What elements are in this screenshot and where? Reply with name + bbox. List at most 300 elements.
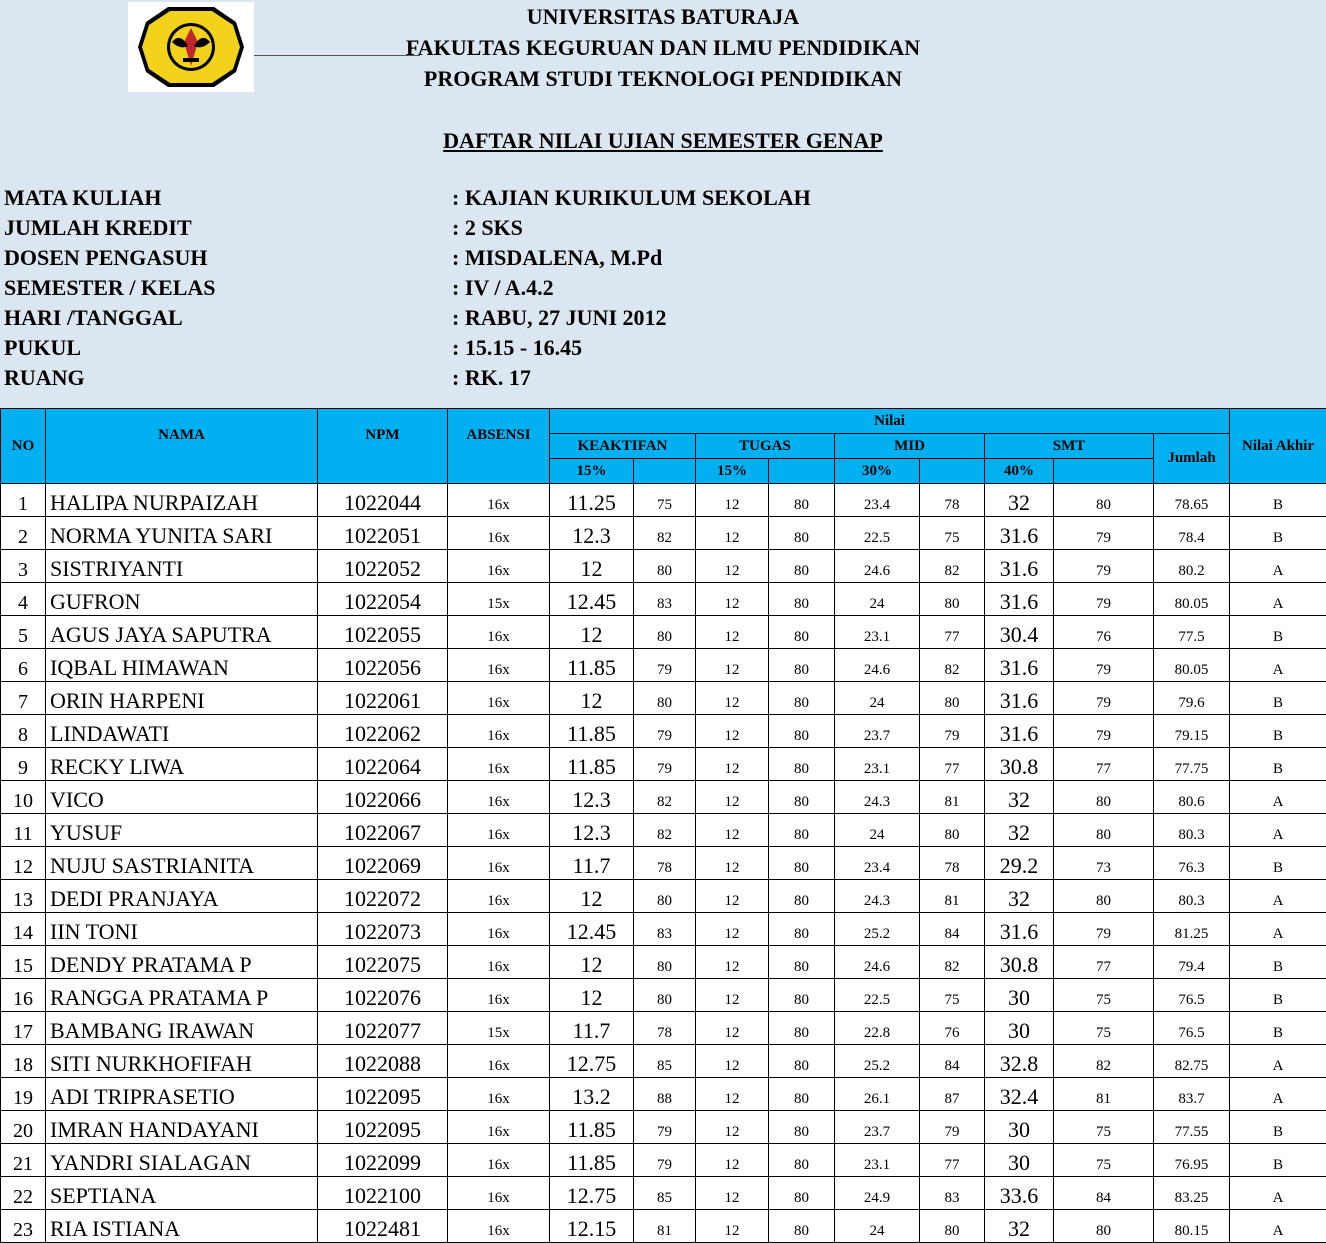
cell-keaktifan-weighted: 11.85 [550, 748, 634, 781]
cell-keaktifan-raw: 80 [634, 880, 696, 913]
cell-keaktifan-raw: 75 [634, 484, 696, 517]
cell-mid-weighted: 22.8 [835, 1012, 920, 1045]
cell-keaktifan-raw: 79 [634, 1144, 696, 1177]
table-row [1, 781, 1326, 814]
cell-nilai-akhir: A [1230, 1078, 1326, 1111]
cell-tugas-weighted: 12 [696, 880, 769, 913]
cell-absensi: 16x [448, 847, 550, 880]
cell-absensi: 16x [448, 682, 550, 715]
cell-absensi: 16x [448, 616, 550, 649]
cell-smt-raw: 81 [1054, 1078, 1154, 1111]
cell-smt-raw: 80 [1054, 1210, 1154, 1243]
cell-keaktifan-weighted: 11.7 [550, 847, 634, 880]
program-name: PROGRAM STUDI TEKNOLOGI PENDIDIKAN [0, 66, 1326, 92]
cell-npm: 1022077 [318, 1012, 448, 1045]
cell-keaktifan-raw: 82 [634, 781, 696, 814]
cell-keaktifan-weighted: 11.85 [550, 715, 634, 748]
cell-keaktifan-raw: 81 [634, 1210, 696, 1243]
cell-smt-weighted: 30.4 [985, 616, 1054, 649]
cell-absensi: 16x [448, 550, 550, 583]
cell-absensi: 16x [448, 979, 550, 1012]
cell-nama: BAMBANG IRAWAN [46, 1012, 318, 1045]
col-header-nama: NAMA [46, 409, 318, 484]
cell-tugas-weighted: 12 [696, 1210, 769, 1243]
cell-tugas-weighted: 12 [696, 649, 769, 682]
cell-tugas-raw: 80 [769, 748, 835, 781]
cell-nilai-akhir: B [1230, 748, 1326, 781]
col-header-absensi: ABSENSI [448, 409, 550, 484]
cell-tugas-weighted: 12 [696, 1111, 769, 1144]
cell-keaktifan-weighted: 12 [550, 550, 634, 583]
cell-nilai-akhir: A [1230, 814, 1326, 847]
cell-smt-raw: 77 [1054, 748, 1154, 781]
cell-smt-weighted: 30.8 [985, 748, 1054, 781]
cell-keaktifan-raw: 83 [634, 583, 696, 616]
cell-smt-raw: 76 [1054, 616, 1154, 649]
cell-absensi: 16x [448, 1111, 550, 1144]
col-header-jumlah: Jumlah [1154, 434, 1230, 484]
info-label: DOSEN PENGASUH [4, 243, 208, 273]
cell-keaktifan-weighted: 12 [550, 946, 634, 979]
table-row [1, 1177, 1326, 1210]
cell-smt-weighted: 30 [985, 1012, 1054, 1045]
cell-keaktifan-raw: 88 [634, 1078, 696, 1111]
cell-absensi: 15x [448, 1012, 550, 1045]
cell-mid-raw: 75 [920, 979, 985, 1012]
cell-keaktifan-raw: 78 [634, 847, 696, 880]
info-value: : MISDALENA, M.Pd [452, 243, 662, 273]
cell-tugas-raw: 80 [769, 550, 835, 583]
cell-tugas-raw: 80 [769, 1144, 835, 1177]
cell-no: 23 [1, 1210, 46, 1243]
cell-absensi: 16x [448, 1210, 550, 1243]
cell-mid-raw: 82 [920, 550, 985, 583]
cell-nilai-akhir: B [1230, 517, 1326, 550]
cell-absensi: 16x [448, 781, 550, 814]
col-header-no: NO [1, 409, 46, 484]
cell-mid-weighted: 26.1 [835, 1078, 920, 1111]
cell-mid-weighted: 23.4 [835, 847, 920, 880]
cell-keaktifan-raw: 85 [634, 1177, 696, 1210]
cell-smt-raw: 82 [1054, 1045, 1154, 1078]
table-row [1, 814, 1326, 847]
cell-tugas-weighted: 12 [696, 517, 769, 550]
grades-table-body [1, 484, 1326, 1243]
cell-tugas-weighted: 12 [696, 946, 769, 979]
cell-tugas-raw: 80 [769, 484, 835, 517]
cell-no: 11 [1, 814, 46, 847]
cell-nilai-akhir: A [1230, 1210, 1326, 1243]
cell-nama: SEPTIANA [46, 1177, 318, 1210]
table-row [1, 484, 1326, 517]
cell-smt-raw: 79 [1054, 715, 1154, 748]
info-value: : RK. 17 [452, 363, 531, 393]
cell-smt-raw: 79 [1054, 913, 1154, 946]
cell-mid-weighted: 25.2 [835, 1045, 920, 1078]
cell-no: 19 [1, 1078, 46, 1111]
cell-tugas-weighted: 12 [696, 682, 769, 715]
cell-keaktifan-raw: 79 [634, 649, 696, 682]
cell-no: 5 [1, 616, 46, 649]
cell-smt-weighted: 31.6 [985, 583, 1054, 616]
table-row [1, 682, 1326, 715]
cell-keaktifan-weighted: 12.75 [550, 1045, 634, 1078]
cell-jumlah: 83.7 [1154, 1078, 1230, 1111]
cell-no: 1 [1, 484, 46, 517]
cell-nama: GUFRON [46, 583, 318, 616]
cell-mid-weighted: 24.3 [835, 781, 920, 814]
table-row [1, 583, 1326, 616]
cell-smt-raw: 84 [1054, 1177, 1154, 1210]
cell-mid-raw: 80 [920, 814, 985, 847]
cell-no: 3 [1, 550, 46, 583]
cell-jumlah: 79.15 [1154, 715, 1230, 748]
cell-no: 10 [1, 781, 46, 814]
document-title: DAFTAR NILAI UJIAN SEMESTER GENAP [0, 128, 1326, 154]
cell-tugas-raw: 80 [769, 880, 835, 913]
cell-tugas-raw: 80 [769, 781, 835, 814]
cell-no: 4 [1, 583, 46, 616]
cell-mid-weighted: 25.2 [835, 913, 920, 946]
cell-no: 14 [1, 913, 46, 946]
cell-nilai-akhir: B [1230, 484, 1326, 517]
cell-nama: YANDRI SIALAGAN [46, 1144, 318, 1177]
info-label: RUANG [4, 363, 85, 393]
cell-keaktifan-weighted: 12.3 [550, 517, 634, 550]
cell-keaktifan-weighted: 13.2 [550, 1078, 634, 1111]
cell-smt-weighted: 32 [985, 1210, 1054, 1243]
cell-tugas-raw: 80 [769, 1045, 835, 1078]
table-row [1, 715, 1326, 748]
cell-tugas-weighted: 12 [696, 484, 769, 517]
cell-keaktifan-weighted: 12.3 [550, 781, 634, 814]
cell-jumlah: 77.5 [1154, 616, 1230, 649]
cell-smt-weighted: 31.6 [985, 649, 1054, 682]
cell-nama: NORMA YUNITA SARI [46, 517, 318, 550]
cell-smt-weighted: 30 [985, 979, 1054, 1012]
cell-absensi: 16x [448, 649, 550, 682]
cell-mid-weighted: 23.7 [835, 1111, 920, 1144]
cell-keaktifan-weighted: 11.85 [550, 1144, 634, 1177]
col-header-npm: NPM [318, 409, 448, 484]
info-label: HARI /TANGGAL [4, 303, 183, 333]
cell-absensi: 16x [448, 1177, 550, 1210]
table-row [1, 913, 1326, 946]
cell-mid-raw: 81 [920, 781, 985, 814]
cell-npm: 1022052 [318, 550, 448, 583]
cell-npm: 1022088 [318, 1045, 448, 1078]
cell-mid-raw: 80 [920, 583, 985, 616]
cell-npm: 1022055 [318, 616, 448, 649]
cell-npm: 1022044 [318, 484, 448, 517]
cell-jumlah: 77.55 [1154, 1111, 1230, 1144]
cell-mid-raw: 75 [920, 517, 985, 550]
cell-keaktifan-raw: 78 [634, 1012, 696, 1045]
cell-keaktifan-raw: 80 [634, 946, 696, 979]
cell-nilai-akhir: A [1230, 550, 1326, 583]
cell-jumlah: 80.05 [1154, 583, 1230, 616]
cell-tugas-raw: 80 [769, 1177, 835, 1210]
col-header-tugas: TUGAS [696, 434, 835, 459]
cell-tugas-raw: 80 [769, 913, 835, 946]
cell-jumlah: 79.4 [1154, 946, 1230, 979]
info-label: MATA KULIAH [4, 183, 161, 213]
cell-smt-weighted: 32.4 [985, 1078, 1054, 1111]
cell-tugas-raw: 80 [769, 583, 835, 616]
table-row [1, 517, 1326, 550]
cell-tugas-weighted: 12 [696, 913, 769, 946]
cell-mid-raw: 82 [920, 649, 985, 682]
cell-nama: RANGGA PRATAMA P [46, 979, 318, 1012]
cell-absensi: 16x [448, 814, 550, 847]
cell-npm: 1022099 [318, 1144, 448, 1177]
cell-npm: 1022481 [318, 1210, 448, 1243]
cell-nilai-akhir: A [1230, 583, 1326, 616]
cell-mid-weighted: 24 [835, 1210, 920, 1243]
cell-jumlah: 78.65 [1154, 484, 1230, 517]
col-header-mid: MID [835, 434, 985, 459]
info-value: : RABU, 27 JUNI 2012 [452, 303, 667, 333]
cell-mid-raw: 79 [920, 715, 985, 748]
cell-mid-raw: 78 [920, 847, 985, 880]
cell-mid-raw: 78 [920, 484, 985, 517]
cell-mid-weighted: 23.1 [835, 748, 920, 781]
cell-jumlah: 80.2 [1154, 550, 1230, 583]
cell-mid-weighted: 24 [835, 583, 920, 616]
cell-tugas-raw: 80 [769, 616, 835, 649]
cell-keaktifan-weighted: 11.85 [550, 649, 634, 682]
cell-smt-weighted: 30 [985, 1111, 1054, 1144]
col-header-keaktifan-raw [634, 459, 696, 484]
cell-keaktifan-raw: 82 [634, 517, 696, 550]
table-row [1, 1210, 1326, 1243]
cell-npm: 1022073 [318, 913, 448, 946]
cell-keaktifan-raw: 80 [634, 616, 696, 649]
cell-absensi: 16x [448, 484, 550, 517]
cell-mid-weighted: 23.7 [835, 715, 920, 748]
cell-mid-raw: 84 [920, 1045, 985, 1078]
info-label: SEMESTER / KELAS [4, 273, 216, 303]
cell-absensi: 16x [448, 1045, 550, 1078]
cell-smt-weighted: 29.2 [985, 847, 1054, 880]
cell-tugas-weighted: 12 [696, 1177, 769, 1210]
cell-smt-weighted: 31.6 [985, 550, 1054, 583]
cell-smt-raw: 79 [1054, 517, 1154, 550]
cell-smt-raw: 73 [1054, 847, 1154, 880]
cell-nama: SITI NURKHOFIFAH [46, 1045, 318, 1078]
cell-no: 9 [1, 748, 46, 781]
cell-mid-raw: 84 [920, 913, 985, 946]
cell-npm: 1022067 [318, 814, 448, 847]
cell-jumlah: 80.15 [1154, 1210, 1230, 1243]
cell-tugas-weighted: 12 [696, 748, 769, 781]
cell-absensi: 15x [448, 583, 550, 616]
cell-mid-weighted: 23.4 [835, 484, 920, 517]
cell-smt-weighted: 32 [985, 484, 1054, 517]
cell-smt-raw: 79 [1054, 649, 1154, 682]
cell-npm: 1022100 [318, 1177, 448, 1210]
cell-tugas-raw: 80 [769, 517, 835, 550]
cell-jumlah: 76.5 [1154, 979, 1230, 1012]
cell-nilai-akhir: B [1230, 616, 1326, 649]
cell-keaktifan-raw: 80 [634, 682, 696, 715]
cell-mid-weighted: 24 [835, 814, 920, 847]
cell-smt-raw: 80 [1054, 814, 1154, 847]
cell-nama: ORIN HARPENI [46, 682, 318, 715]
cell-tugas-weighted: 12 [696, 715, 769, 748]
cell-mid-weighted: 24.9 [835, 1177, 920, 1210]
cell-smt-weighted: 32 [985, 814, 1054, 847]
col-header-nilai-akhir: Nilai Akhir [1230, 409, 1326, 484]
table-row [1, 748, 1326, 781]
cell-keaktifan-weighted: 12 [550, 979, 634, 1012]
cell-mid-weighted: 22.5 [835, 517, 920, 550]
cell-jumlah: 78.4 [1154, 517, 1230, 550]
cell-mid-weighted: 23.1 [835, 616, 920, 649]
cell-smt-weighted: 33.6 [985, 1177, 1054, 1210]
cell-tugas-raw: 80 [769, 682, 835, 715]
cell-npm: 1022054 [318, 583, 448, 616]
cell-nilai-akhir: B [1230, 979, 1326, 1012]
table-row [1, 1078, 1326, 1111]
cell-jumlah: 82.75 [1154, 1045, 1230, 1078]
cell-npm: 1022066 [318, 781, 448, 814]
cell-smt-raw: 79 [1054, 550, 1154, 583]
col-header-keaktifan-pct: 15% [550, 459, 634, 484]
cell-mid-raw: 80 [920, 682, 985, 715]
col-header-keaktifan: KEAKTIFAN [550, 434, 696, 459]
cell-tugas-weighted: 12 [696, 616, 769, 649]
cell-no: 15 [1, 946, 46, 979]
cell-smt-weighted: 30 [985, 1144, 1054, 1177]
cell-nilai-akhir: A [1230, 1045, 1326, 1078]
cell-tugas-weighted: 12 [696, 847, 769, 880]
cell-mid-raw: 87 [920, 1078, 985, 1111]
cell-npm: 1022095 [318, 1078, 448, 1111]
cell-nilai-akhir: B [1230, 847, 1326, 880]
cell-no: 21 [1, 1144, 46, 1177]
cell-keaktifan-raw: 79 [634, 748, 696, 781]
cell-jumlah: 76.3 [1154, 847, 1230, 880]
cell-keaktifan-raw: 80 [634, 979, 696, 1012]
cell-nama: RECKY LIWA [46, 748, 318, 781]
faculty-name: FAKULTAS KEGURUAN DAN ILMU PENDIDIKAN [0, 35, 1326, 61]
cell-keaktifan-weighted: 12.15 [550, 1210, 634, 1243]
cell-keaktifan-raw: 79 [634, 715, 696, 748]
cell-nilai-akhir: A [1230, 781, 1326, 814]
col-header-tugas-raw [769, 459, 835, 484]
cell-nilai-akhir: A [1230, 649, 1326, 682]
cell-smt-raw: 80 [1054, 484, 1154, 517]
cell-jumlah: 80.6 [1154, 781, 1230, 814]
cell-smt-raw: 79 [1054, 583, 1154, 616]
cell-smt-weighted: 30.8 [985, 946, 1054, 979]
table-row [1, 1111, 1326, 1144]
cell-mid-raw: 76 [920, 1012, 985, 1045]
cell-keaktifan-weighted: 12.3 [550, 814, 634, 847]
cell-mid-weighted: 23.1 [835, 1144, 920, 1177]
cell-smt-raw: 80 [1054, 781, 1154, 814]
cell-keaktifan-weighted: 11.7 [550, 1012, 634, 1045]
cell-npm: 1022062 [318, 715, 448, 748]
cell-absensi: 16x [448, 1144, 550, 1177]
cell-nilai-akhir: B [1230, 1012, 1326, 1045]
cell-tugas-weighted: 12 [696, 979, 769, 1012]
cell-nama: HALIPA NURPAIZAH [46, 484, 318, 517]
cell-mid-weighted: 24.6 [835, 550, 920, 583]
cell-no: 12 [1, 847, 46, 880]
cell-nama: AGUS JAYA SAPUTRA [46, 616, 318, 649]
cell-nama: ADI TRIPRASETIO [46, 1078, 318, 1111]
cell-tugas-raw: 80 [769, 1078, 835, 1111]
cell-npm: 1022051 [318, 517, 448, 550]
cell-mid-raw: 81 [920, 880, 985, 913]
cell-keaktifan-raw: 79 [634, 1111, 696, 1144]
cell-absensi: 16x [448, 946, 550, 979]
cell-absensi: 16x [448, 913, 550, 946]
cell-mid-weighted: 24.3 [835, 880, 920, 913]
cell-smt-raw: 75 [1054, 1111, 1154, 1144]
cell-nilai-akhir: B [1230, 682, 1326, 715]
cell-npm: 1022072 [318, 880, 448, 913]
cell-tugas-weighted: 12 [696, 583, 769, 616]
grades-table [0, 408, 1326, 1243]
cell-nama: NUJU SASTRIANITA [46, 847, 318, 880]
cell-no: 6 [1, 649, 46, 682]
cell-smt-weighted: 31.6 [985, 715, 1054, 748]
cell-no: 17 [1, 1012, 46, 1045]
cell-keaktifan-weighted: 12 [550, 682, 634, 715]
cell-tugas-weighted: 12 [696, 781, 769, 814]
cell-no: 22 [1, 1177, 46, 1210]
cell-absensi: 16x [448, 715, 550, 748]
table-row [1, 1045, 1326, 1078]
col-header-mid-raw [920, 459, 985, 484]
table-row [1, 1012, 1326, 1045]
col-header-smt: SMT [985, 434, 1154, 459]
cell-nama: IIN TONI [46, 913, 318, 946]
cell-smt-weighted: 31.6 [985, 682, 1054, 715]
cell-no: 8 [1, 715, 46, 748]
cell-jumlah: 77.75 [1154, 748, 1230, 781]
cell-nama: LINDAWATI [46, 715, 318, 748]
info-label: JUMLAH KREDIT [4, 213, 192, 243]
cell-jumlah: 83.25 [1154, 1177, 1230, 1210]
cell-mid-raw: 79 [920, 1111, 985, 1144]
cell-jumlah: 80.05 [1154, 649, 1230, 682]
col-header-mid-pct: 30% [835, 459, 920, 484]
cell-nama: SISTRIYANTI [46, 550, 318, 583]
cell-jumlah: 80.3 [1154, 814, 1230, 847]
cell-nama: DENDY PRATAMA P [46, 946, 318, 979]
table-row [1, 1144, 1326, 1177]
cell-nilai-akhir: A [1230, 1177, 1326, 1210]
cell-tugas-weighted: 12 [696, 814, 769, 847]
cell-npm: 1022076 [318, 979, 448, 1012]
cell-smt-weighted: 32 [985, 880, 1054, 913]
cell-keaktifan-raw: 82 [634, 814, 696, 847]
cell-jumlah: 79.6 [1154, 682, 1230, 715]
cell-tugas-weighted: 12 [696, 1078, 769, 1111]
university-name: UNIVERSITAS BATURAJA [0, 4, 1326, 30]
cell-nilai-akhir: B [1230, 715, 1326, 748]
cell-nilai-akhir: B [1230, 1111, 1326, 1144]
info-value: : KAJIAN KURIKULUM SEKOLAH [452, 183, 811, 213]
cell-tugas-raw: 80 [769, 979, 835, 1012]
info-label: PUKUL [4, 333, 81, 363]
cell-nilai-akhir: A [1230, 880, 1326, 913]
cell-smt-weighted: 32 [985, 781, 1054, 814]
